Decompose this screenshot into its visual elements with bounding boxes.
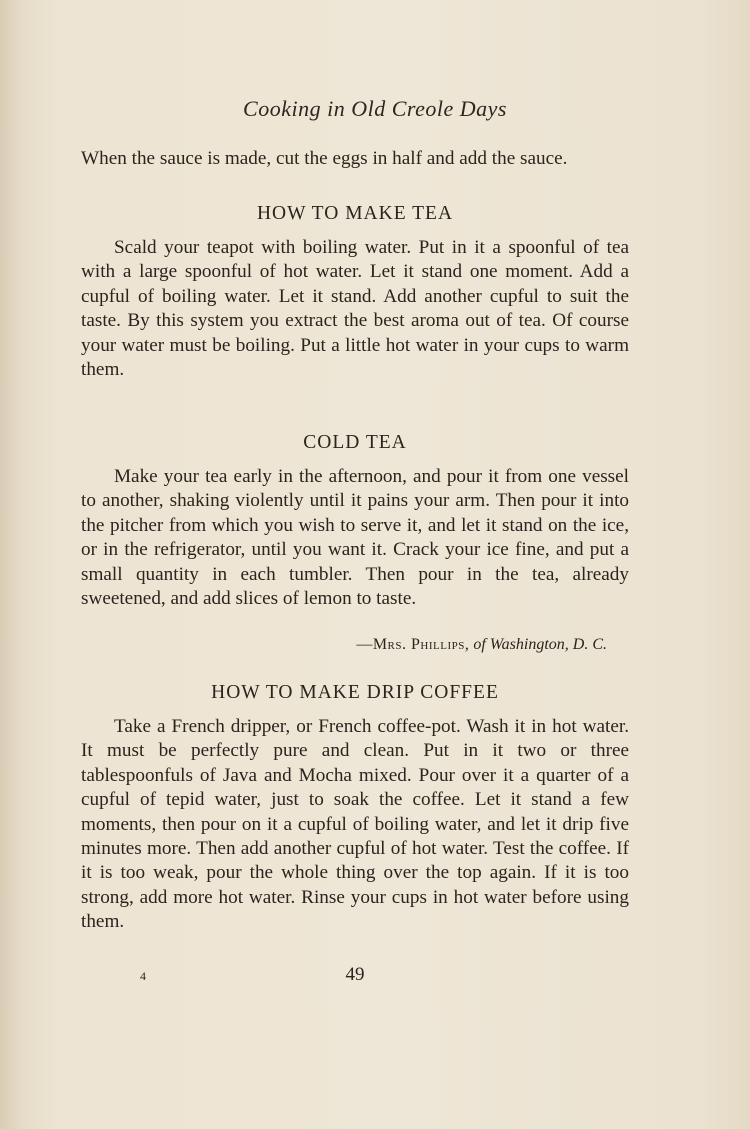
running-head: Cooking in Old Creole Days: [243, 96, 507, 121]
heading-cold-tea: COLD TEA: [303, 432, 407, 453]
attribution-name: —Mrs. Phillips,: [356, 636, 470, 653]
attribution-place: of Washington, D. C.: [473, 636, 607, 653]
intro-paragraph: When the sauce is made, cut the eggs in half and add the sauce.: [81, 148, 568, 169]
paragraph-cold-tea: Make your tea early in the afternoon, and pour it from one vessel to another, shaking violently until it pains your arm. Then pour it into the pitcher from which you wish to serve it, and let it stand on the ice, or in the refrigerator, until you want it. Crack your ice fine, and put a small quantity in each tumbler. Then pour in the tea, already sweetened, and add slices of lemon to taste.: [81, 466, 629, 610]
heading-how-to-make-tea: HOW TO MAKE TEA: [256, 203, 454, 224]
page-number: 49: [345, 964, 365, 985]
paragraph-how-to-make-tea: Scald your teapot with boiling water. Put in it a spoonful of tea with a large spoonful of hot water. Let it stand one moment. Add a cupful of boiling water. Let it stand. Add another cupful to suit the taste. By this system you extract the best aroma out of tea. Of course your water must be boiling. Put a little hot water in your cups to warm them.: [81, 237, 629, 381]
heading-how-to-make-drip-coffee: HOW TO MAKE DRIP COFFEE: [211, 682, 499, 703]
attribution: [81, 636, 607, 654]
paragraph-drip-coffee: Take a French dripper, or French coffee-pot. Wash it in hot water. It must be perfectly pure and clean. Put in it two or three tablespoonfuls of Java and Mocha mixed. Pour over it a quarter of a cupful of tepid water, just to soak the coffee. Let it stand a few moments, then pour on it a cupful of boiling water, and let it drip five minutes more. Then add another cupful of hot water. Test the coffee. If it is too weak, pour the whole thing over the top again. If it is too strong, add more hot water. Rinse your cups in hot water before using them.: [81, 716, 629, 933]
signature-mark: 4: [140, 969, 146, 983]
